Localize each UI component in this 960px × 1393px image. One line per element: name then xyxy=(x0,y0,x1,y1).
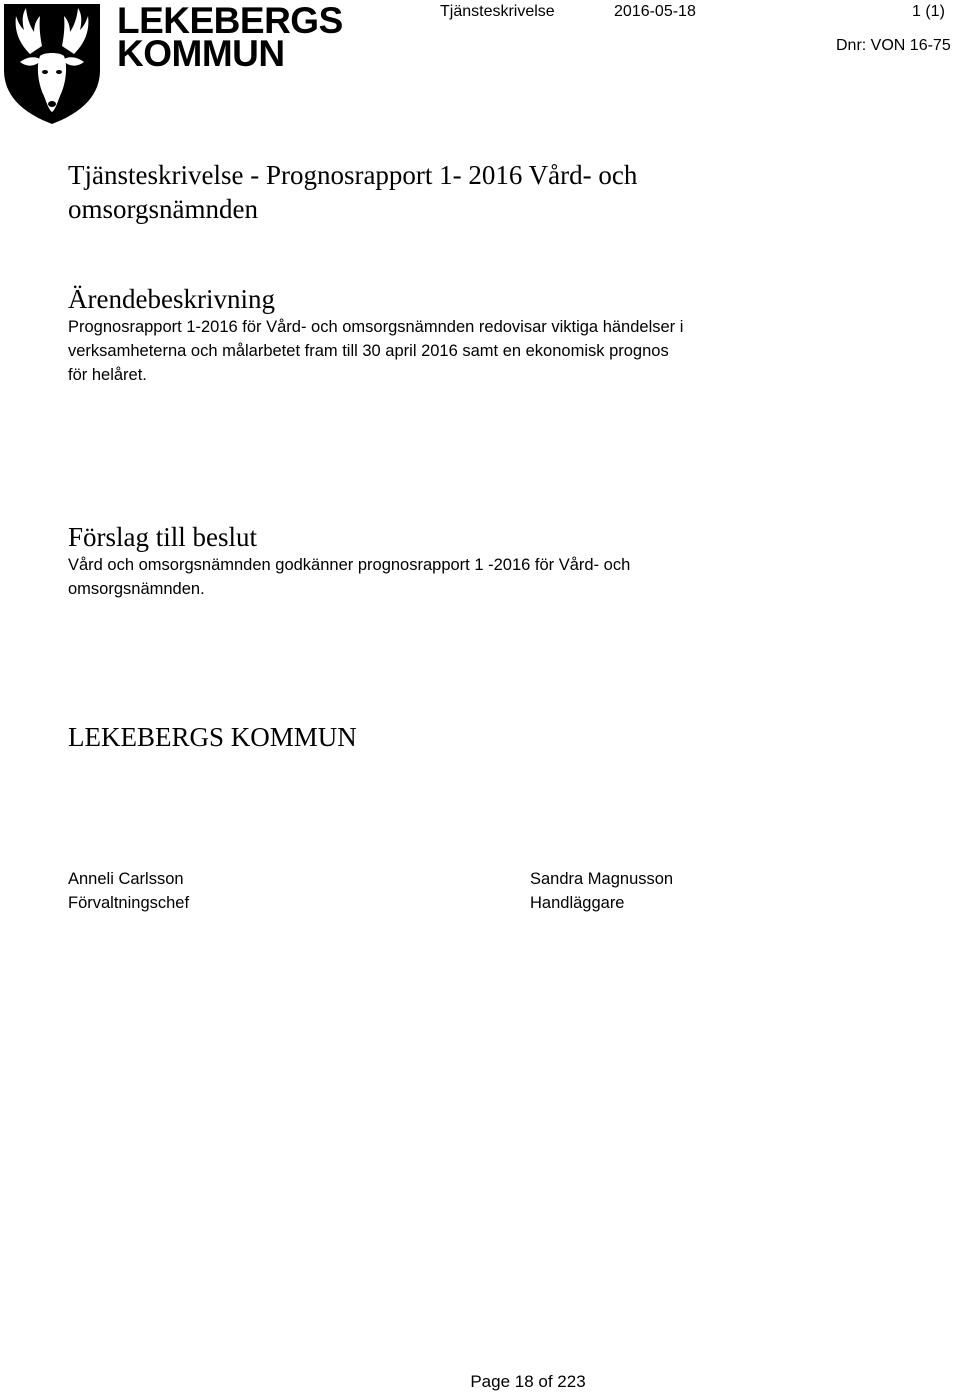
header-page-number: 1 (1) xyxy=(912,3,945,20)
forslag-paragraph xyxy=(68,553,768,601)
signature-role: Förvaltningschef xyxy=(68,894,190,912)
signature-name: Anneli Carlsson xyxy=(68,870,184,888)
document-title-line1: Tjänsteskrivelse - Prognosrapport 1- 2016 Vård- och xyxy=(68,160,638,190)
signature-block xyxy=(530,867,673,915)
logo-wordmark-line1: LEKEBERGS xyxy=(117,0,343,41)
arende-line: för helåret. xyxy=(68,366,147,384)
arende-line: verksamheterna och målarbetet fram till 30 april 2016 samt en ekonomisk prognos xyxy=(68,342,669,360)
signature-role: Handläggare xyxy=(530,894,625,912)
organization-name: LEKEBERGS KOMMUN xyxy=(68,722,357,752)
section-heading-forslag-till-beslut: Förslag till beslut xyxy=(68,522,257,552)
header-doc-type: Tjänsteskrivelse xyxy=(440,3,555,20)
forslag-line: Vård och omsorgsnämnden godkänner prognosrapport 1 -2016 för Vård- och xyxy=(68,556,631,574)
header-dnr: Dnr: VON 16-75 xyxy=(836,37,951,54)
logo-wordmark xyxy=(117,0,343,74)
forslag-line: omsorgsnämnden. xyxy=(68,580,205,598)
document-title xyxy=(68,158,768,226)
deer-head-coat-of-arms-icon xyxy=(0,0,104,126)
document-title-line2: omsorgsnämnden xyxy=(68,194,258,224)
section-heading-arendebeskrivning: Ärendebeskrivning xyxy=(68,284,275,314)
arende-line: Prognosrapport 1-2016 för Vård- och omsorgsnämnden redovisar viktiga händelser i xyxy=(68,318,684,336)
signature-name: Sandra Magnusson xyxy=(530,870,674,888)
header-date: 2016-05-18 xyxy=(614,3,696,20)
signature-block xyxy=(68,867,189,915)
logo-wordmark-line2: KOMMUN xyxy=(117,33,285,74)
footer-page-label: Page 18 of 223 xyxy=(470,1372,586,1391)
arendebeskrivning-paragraph xyxy=(68,315,768,387)
